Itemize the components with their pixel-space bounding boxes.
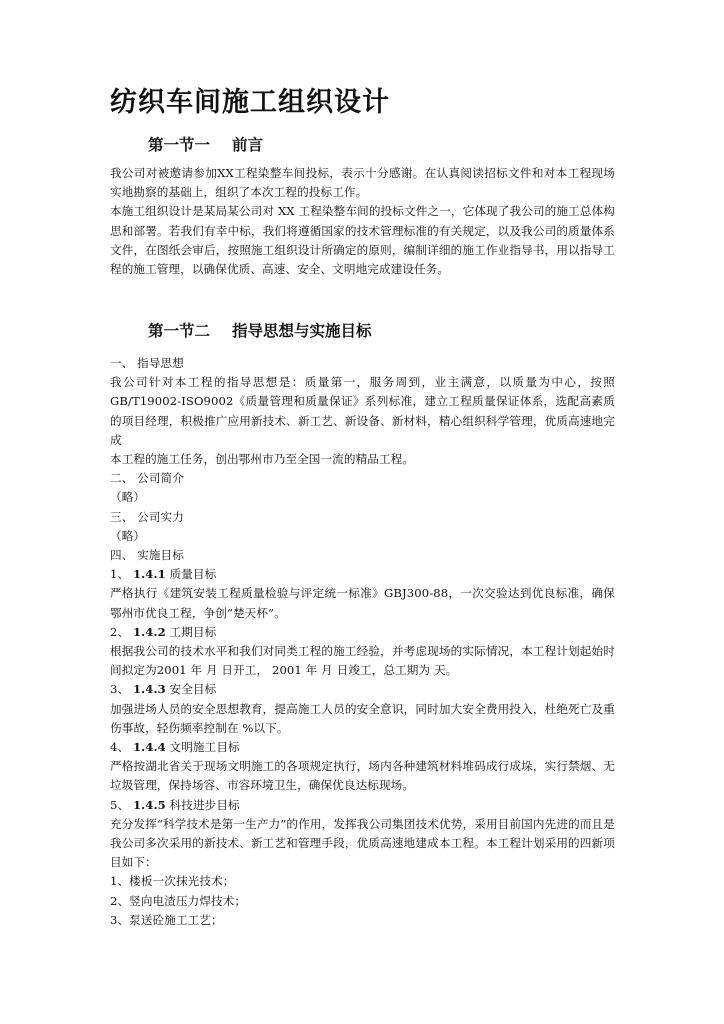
paragraph: 本施工组织设计是某局某公司对 XX 工程染整车间的投标文件之一，它体现了我公司的施工总体构思和部署。若我们有幸中标，我们将遵循国家的技术管理标准的有关规定，以及我公司的质量体系文件，在图纸会审后，按照施工组织设计所确定的原则，编制详细的施工作业指导书，用以指导工程的施工管理，以确保优质、高速、安全、文明地完成建设任务。 <box>110 204 615 277</box>
section-heading-guidance <box>148 319 372 341</box>
item-heading: 二、 公司简介 <box>110 471 184 486</box>
intro-text <box>110 164 615 279</box>
goal-prefix: 4、 <box>110 740 130 755</box>
item-heading: 一、 指导思想 <box>110 356 184 370</box>
goal-name: 安全目标 <box>169 682 217 697</box>
section-name: 前言 <box>232 136 264 154</box>
goal-heading <box>110 738 615 757</box>
document-title: 纺织车间施工组织设计 <box>110 87 390 118</box>
goal-name: 文明施工目标 <box>169 740 240 755</box>
goal-prefix: 5、 <box>110 797 130 812</box>
goal-heading <box>110 796 615 815</box>
goal-heading <box>110 623 615 642</box>
guidance-body <box>110 354 615 930</box>
goal-name: 质量目标 <box>169 567 217 582</box>
goal-prefix: 2、 <box>110 624 130 639</box>
paragraph: 根据我公司的技术水平和我们对同类工程的施工经验，并考虑现场的实际情况，本工程计划起始时间拟定为2001 年 月 日开工， 2001 年 月 日竣工，总工期为 天。 <box>110 644 615 678</box>
item-heading: 三、 公司实力 <box>110 509 184 524</box>
paragraph: 严格执行《建筑安装工程质量检验与评定统一标准》GBJ300-88，一次交验达到优良标准，确保鄂州市优良工程，争创“楚天杯”。 <box>110 586 615 620</box>
goal-code: 1.4.4 <box>132 740 166 755</box>
section-number: 第一节一 <box>148 136 211 154</box>
item-note: （略） <box>110 490 146 505</box>
paragraph: 本工程的施工任务，创出鄂州市乃至全国一流的精品工程。 <box>110 452 415 467</box>
paragraph: 我公司针对本工程的指导思想是：质量第一，服务周到，业主满意，以质量为中心，按照GB/T19002-ISO9002《质量管理和质量保证》系列标准，建立工程质量保证体系，选配高素质的项目经理，积极推广应用新技术、新工艺、新设备、新材料，精心组织科学管理，优质高速地完成 <box>110 375 615 447</box>
goal-name: 工期目标 <box>169 624 217 639</box>
item-heading: 四、 实施目标 <box>110 548 184 563</box>
goal-prefix: 1、 <box>110 567 130 582</box>
paragraph: 严格按湖北省关于现场文明施工的各项规定执行，场内各种建筑材料堆码成行成垛，实行禁烟、无垃圾管理，保持场容、市容环境卫生，确保优良达标现场。 <box>110 759 615 793</box>
paragraph: 我公司对被邀请参加XX工程染整车间投标，表示十分感谢。在认真阅读招标文件和对本工程现场实地勘察的基础上，组织了本次工程的投标工作。 <box>110 166 615 200</box>
paragraph: 加强进场人员的安全思想教育，提高施工人员的安全意识，同时加大安全费用投入，杜绝死亡及重伤事故，轻伤频率控制在 %以下。 <box>110 701 615 735</box>
goal-code: 1.4.5 <box>132 797 166 812</box>
goal-code: 1.4.2 <box>132 624 166 639</box>
section-name: 指导思想与实施目标 <box>232 322 372 340</box>
goal-code: 1.4.1 <box>132 567 166 582</box>
goal-prefix: 3、 <box>110 682 130 697</box>
goal-code: 1.4.3 <box>132 682 166 697</box>
paragraph: 充分发挥“科学技术是第一生产力”的作用，发挥我公司集团技术优势，采用目前国内先进的而且是我公司多次采用的新技术、新工艺和管理手段，优质高速地建成本工程。本工程计划采用的四新项目如下： <box>110 816 615 870</box>
list-item: 1、楼板一次抹光技术； <box>110 874 235 889</box>
goal-heading <box>110 565 615 584</box>
section-heading-preface <box>148 133 263 155</box>
list-item: 2、竖向电渣压力焊技术； <box>110 893 247 908</box>
goal-heading <box>110 680 615 699</box>
goal-name: 科技进步目标 <box>169 797 240 812</box>
item-note: （略） <box>110 528 146 543</box>
list-item: 3、泵送砼施工工艺； <box>110 912 223 927</box>
section-number: 第一节二 <box>148 322 211 340</box>
